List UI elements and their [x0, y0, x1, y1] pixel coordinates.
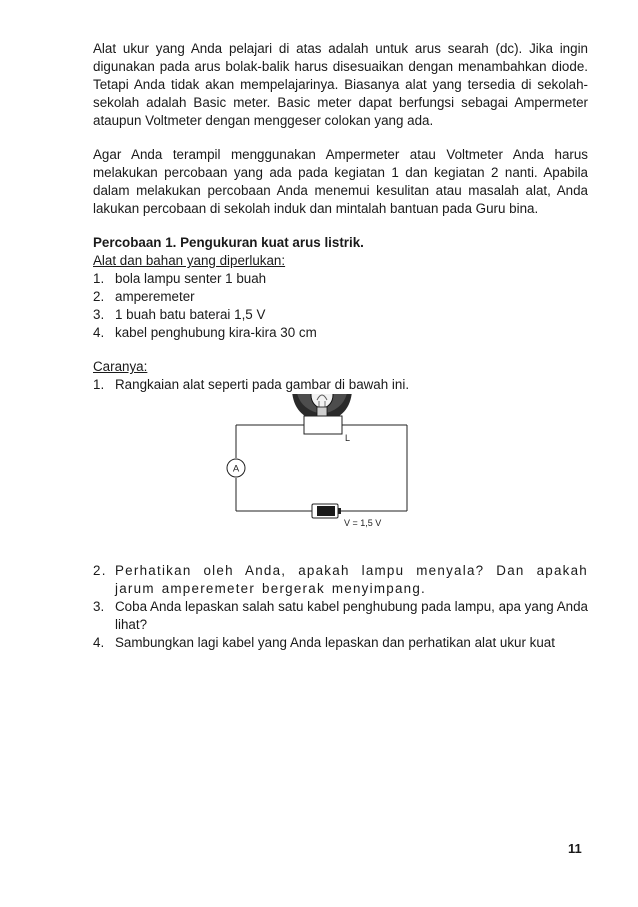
list-item: 3. Coba Anda lepaskan salah satu kabel penghubung pada lampu, apa yang Anda lihat? — [93, 599, 588, 632]
method-heading: Caranya: — [93, 359, 148, 374]
list-item: 2. amperemeter — [93, 289, 195, 304]
experiment-title: Percobaan 1. Pengukuran kuat arus listrik. — [93, 235, 364, 250]
circuit-diagram — [0, 394, 638, 528]
circuit-svg — [0, 394, 638, 528]
materials-heading: Alat dan bahan yang diperlukan: — [93, 253, 286, 268]
document-page — [93, 40, 588, 652]
list-item: 3. 1 buah batu baterai 1,5 V — [93, 307, 266, 322]
list-item: 1. Rangkaian alat seperti pada gambar di bawah ini. — [93, 377, 410, 392]
page-number: 11 — [568, 841, 582, 856]
list-item: 2. Perhatikan oleh Anda, apakah lampu menyala? Dan apakah jarum amperemeter bergerak menyimpang. — [93, 563, 588, 596]
circuit-wires — [236, 425, 407, 511]
method-step-1 — [93, 376, 588, 394]
materials-list — [93, 270, 588, 342]
battery-label: V = 1,5 V — [344, 518, 382, 528]
battery-icon — [312, 504, 341, 518]
lamp-icon — [292, 394, 352, 434]
list-item: 4. kabel penghubung kira-kira 30 cm — [93, 325, 317, 340]
paragraph-instructions: Agar Anda terampil menggunakan Ampermeter atau Voltmeter Anda harus melakukan percobaan yang ada pada kegiatan 1 dan kegiatan 2 nanti. Apabila dalam melakukan percobaan Anda menemui kesulitan atau masalah alat, Anda lakukan percobaan di sekolah induk dan mintalah bantuan pada Guru bina. — [93, 147, 588, 216]
list-item: 4. Sambungkan lagi kabel yang Anda lepaskan dan perhatikan alat ukur kuat — [93, 635, 555, 650]
lamp-label: L — [345, 433, 351, 443]
ammeter-label: A — [232, 463, 240, 475]
paragraph-intro: Alat ukur yang Anda pelajari di atas adalah untuk arus searah (dc). Jika ingin digunakan pada arus bolak-balik harus disesuaikan dengan menambahkan diode. Tetapi Anda tidak akan mempelajarinya. Biasanya alat yang tersedia di sekolah-sekolah adalah Basic meter. Basic meter dapat berfungsi sebagai Ampermeter ataupun Voltmeter dengan menggeser colokan yang ada. — [93, 41, 588, 128]
list-item: 1. bola lampu senter 1 buah — [93, 271, 267, 286]
method-steps — [93, 562, 588, 652]
